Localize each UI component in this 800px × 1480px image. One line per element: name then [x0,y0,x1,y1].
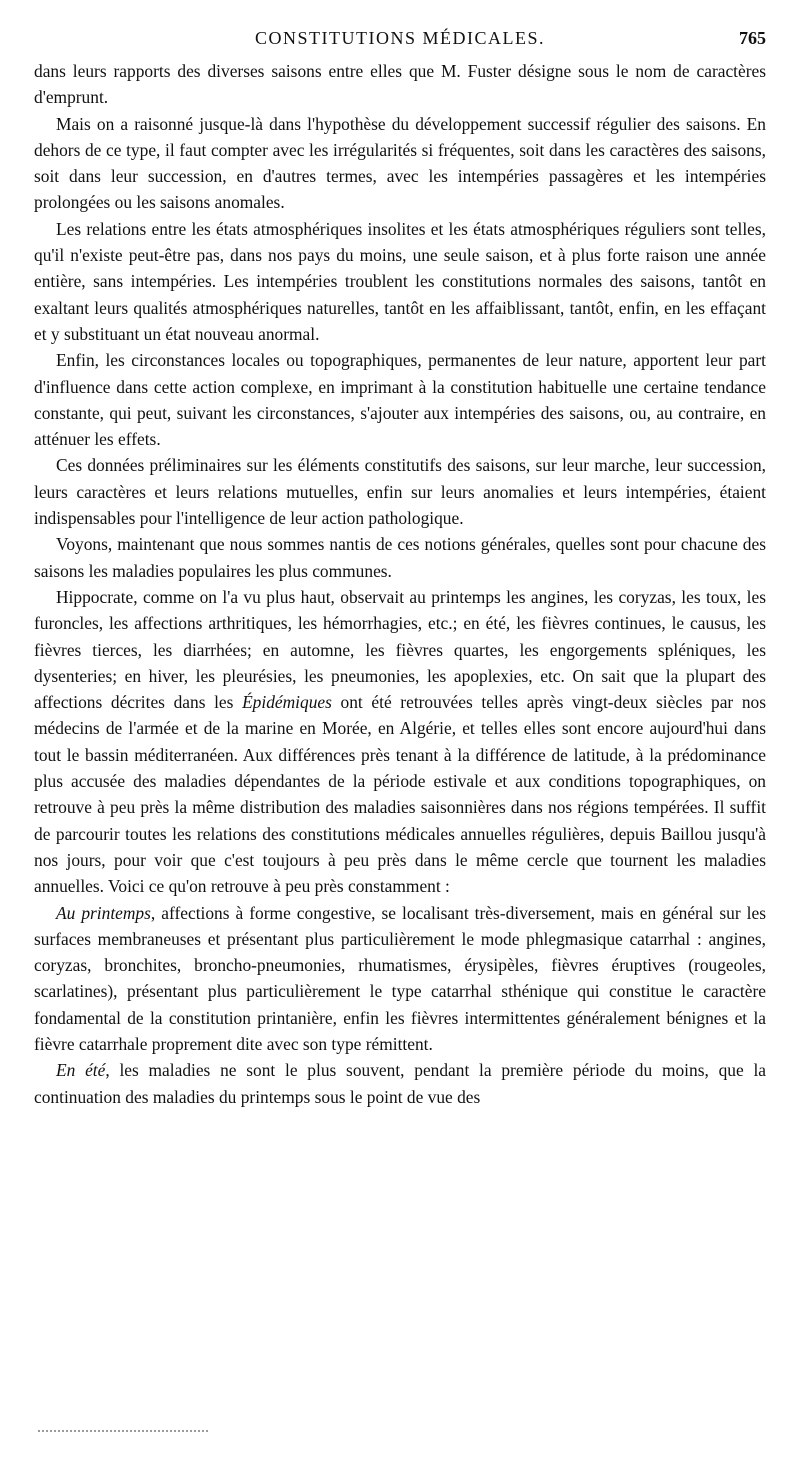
paragraph-text: Mais on a raisonné jusque-là dans l'hypothèse du développement successif régulier des saisons. En dehors de ce type, il faut compter avec les irrégularités si fréquentes, soit dans les caractères des saisons, soit dans leur succession, en d'autres termes, avec les intempéries passagères et les intempéries prolongées ou les saisons anomales. [34,113,766,213]
paragraph-continuation [34,58,766,111]
emphasis-season: En été [56,1060,106,1081]
emphasis-season: Au printemps [56,902,151,923]
paragraph-relations [34,216,766,347]
body-text [34,58,766,1110]
paragraph-summer [34,1057,766,1110]
paragraph-local-circumstances [34,347,766,452]
paragraph-text: , les maladies ne sont le plus souvent, pendant la première période du moins, que la continuation des maladies du printemps sous le point de vue des [34,1060,766,1107]
paragraph-hypothesis [34,111,766,216]
book-page [34,28,766,1110]
emphasis-title: Épidémiques [242,692,332,713]
paragraph-text: Les relations entre les états atmosphériques insolites et les états atmosphériques réguliers sont telles, qu'il n'existe peut-être pas, dans nos pays du moins, une seule saison, et à plus forte raison une année entière, sans intempéries. Les intempéries troublent les constitutions normales des saisons, tantôt en exaltant leurs qualités atmosphériques naturelles, tantôt en les affaiblissant, tantôt, enfin, en les effaçant et y substituant un état nouveau anormal. [34,218,766,344]
paragraph-text: ont été retrouvées telles après vingt-deux siècles par nos médecins de l'armée et de la marine en Morée, en Algérie, et telles elles sont encore aujourd'hui dans tout le bassin méditerranéen. Aux différences près tenant à la différence de latitude, à la prédominance plus accusée des maladies dépendantes de la période estivale et aux conditions topographiques, on retrouve à peu près la même distribution des maladies saisonnières dans nos régions tempérées. Il suffit de parcourir toutes les relations des constitutions médicales annuelles régulières, depuis Baillou jusqu'à nos jours, pour voir que c'est toujours à peu près dans le même cercle que tournent les maladies annuelles. Voici ce qu'on retrouve à peu près constamment : [34,692,766,897]
paragraph-text: Hippocrate, comme on l'a vu plus haut, observait au printemps les angines, les coryzas, les toux, les furoncles, les affections arthritiques, les hémorrhagies, etc.; en été, les fièvres continues, le causus, les fièvres tierces, les diarrhées; en automne, les fièvres quartes, les engorgements spléniques, les dysenteries; en hiver, les pleurésies, les pneumonies, les apoplexies, etc. On sait que la plupart des affections décrites dans les [34,586,766,713]
paragraph-text: , affections à forme congestive, se localisant très-diversement, mais en général sur les surfaces membraneuses et présentant plus particulièrement le mode phlegmasique catarrhal : angines, coryzas, bronchites, broncho-pneumonies, rhumatismes, érysipèles, fièvres éruptives (rougeoles, scarlatines), présentant plus particulièrement le type catarrhal sthénique qui constitue le caractère fondamental de la constitution printanière, enfin les fièvres intermittentes généralement bénignes et la fièvre catarrhale proprement dite avec son type rémittent. [34,902,766,1054]
running-title: CONSTITUTIONS MÉDICALES. [255,28,545,48]
paragraph-general-notions [34,531,766,584]
page-number: 765 [739,28,766,48]
paragraph-text: dans leurs rapports des diverses saisons entre elles que M. Fuster désigne sous le nom de caractères d'emprunt. [34,61,766,108]
running-header [34,28,766,58]
paragraph-text: Ces données préliminaires sur les éléments constitutifs des saisons, sur leur marche, leur succession, leurs caractères et leurs relations mutuelles, enfin sur leurs anomalies et leurs intempéries, étaient indispensables pour l'intelligence de leur action pathologique. [34,455,766,529]
paragraph-text: Voyons, maintenant que nous sommes nantis de ces notions générales, quelles sont pour chacune des saisons les maladies populaires les plus communes. [34,534,766,581]
paragraph-preliminary-data [34,452,766,531]
footer-rule [38,1430,208,1432]
paragraph-spring [34,900,766,1058]
paragraph-hippocrates [34,584,766,900]
paragraph-text: Enfin, les circonstances locales ou topographiques, permanentes de leur nature, apportent leur part d'influence dans cette action complexe, en imprimant à la constitution habituelle une certaine tendance constante, qui peut, suivant les circonstances, s'ajouter aux intempéries des saisons, ou, au contraire, en atténuer les effets. [34,350,766,450]
